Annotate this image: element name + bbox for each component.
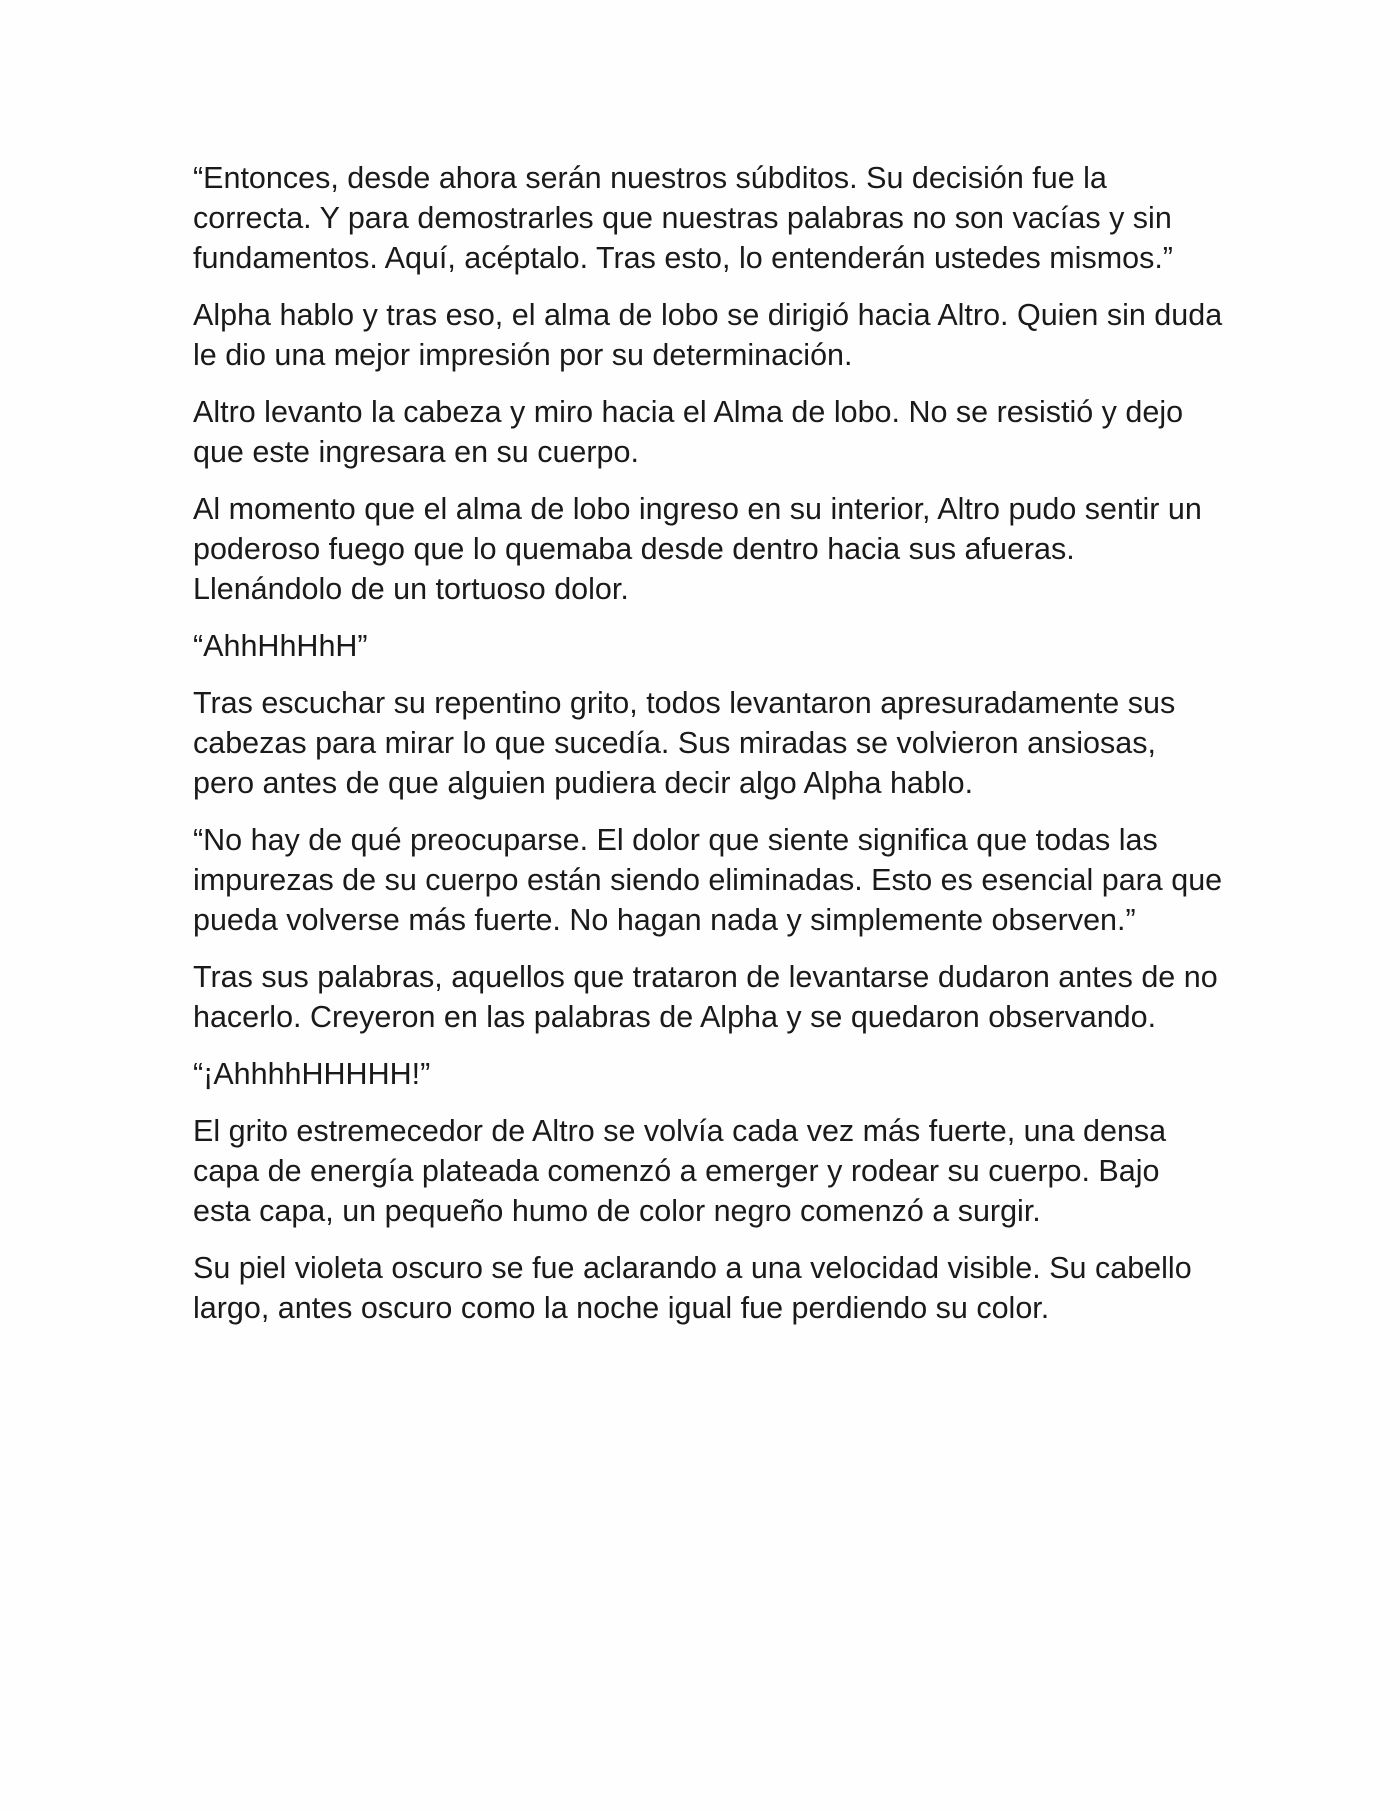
paragraph: “AhhHhHhH” — [193, 629, 368, 663]
paragraph: “No hay de qué preocuparse. El dolor que siente significa que todas las impurezas de su cuerpo están siendo eliminadas. Esto es esencial para que pueda volverse más fuerte. No hagan nada y simplemente observen.” — [193, 823, 1223, 937]
paragraph: Tras escuchar su repentino grito, todos levantaron apresuradamente sus cabezas para mirar lo que sucedía. Sus miradas se volvieron ansiosas, pero antes de que alguien pudiera decir algo Alpha hablo. — [193, 686, 1176, 800]
paragraph: “Entonces, desde ahora serán nuestros súbditos. Su decisión fue la correcta. Y para demostrarles que nuestras palabras no son vacías y sin fundamentos. Aquí, acéptalo. Tras esto, lo entenderán ustedes mismos.” — [193, 161, 1173, 275]
paragraph: Su piel violeta oscuro se fue aclarando a una velocidad visible. Su cabello largo, antes oscuro como la noche igual fue perdiendo su color. — [193, 1251, 1192, 1325]
paragraph: Al momento que el alma de lobo ingreso en su interior, Altro pudo sentir un poderoso fuego que lo quemaba desde dentro hacia sus afueras. Llenándolo de un tortuoso dolor. — [193, 492, 1202, 606]
paragraph: El grito estremecedor de Altro se volvía cada vez más fuerte, una densa capa de energía plateada comenzó a emerger y rodear su cuerpo. Bajo esta capa, un pequeño humo de color negro comenzó a surgir. — [193, 1114, 1167, 1228]
paragraph: Tras sus palabras, aquellos que trataron de levantarse dudaron antes de no hacerlo. Creyeron en las palabras de Alpha y se quedaron observando. — [193, 960, 1218, 1034]
paragraph: Altro levanto la cabeza y miro hacia el Alma de lobo. No se resistió y dejo que este ingresara en su cuerpo. — [193, 395, 1184, 469]
paragraph: Alpha hablo y tras eso, el alma de lobo se dirigió hacia Altro. Quien sin duda le dio una mejor impresión por su determinación. — [193, 298, 1223, 372]
paragraph: “¡AhhhhHHHHH!” — [193, 1057, 431, 1091]
document-body — [193, 158, 1223, 1345]
